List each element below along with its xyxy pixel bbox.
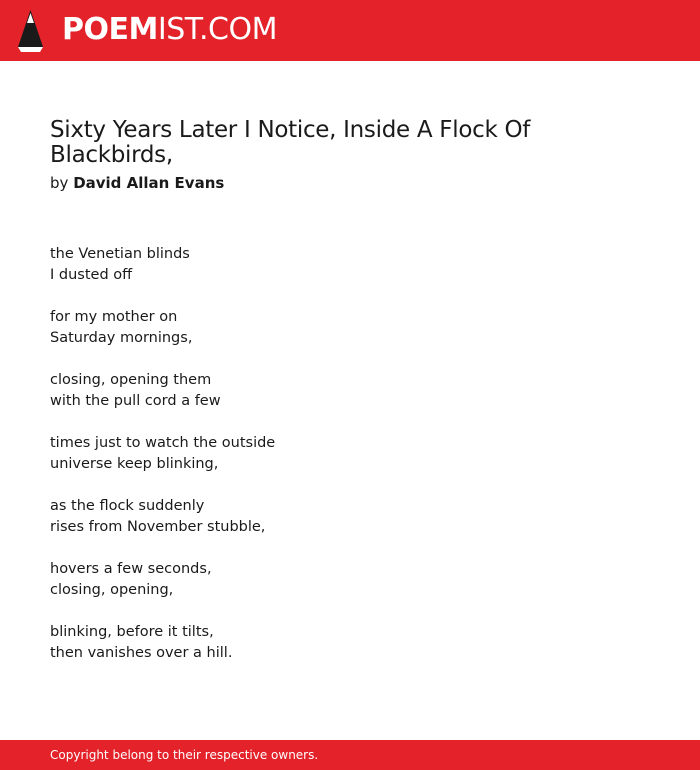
poem-line: closing, opening them [50,372,212,388]
author-name: David Allan Evans [73,174,225,192]
poem-line: closing, opening, [50,582,174,598]
stanza [50,433,650,475]
poem-line: Saturday mornings, [50,330,193,346]
stanza [50,559,650,601]
poem-line: then vanishes over a hill. [50,645,233,661]
poem-line: the Venetian blinds [50,246,190,262]
poem-line: hovers a few seconds, [50,561,212,577]
poem-title: Sixty Years Later I Notice, Inside A Flock Of Blackbirds, [50,117,531,168]
site-footer [0,740,700,770]
logo-light-text: IST.COM [157,12,277,47]
logo-bold-text: POEM [62,12,158,47]
stanza [50,244,650,286]
pencil-logo-icon[interactable] [17,9,44,52]
poem-line: as the flock suddenly [50,498,205,514]
site-header [0,0,700,61]
stanza [50,307,650,349]
stanza [50,622,650,664]
poem-line: I dusted off [50,267,133,283]
poem-line: times just to watch the outside [50,435,276,451]
site-logo[interactable] [62,12,277,48]
poem-line: blinking, before it tilts, [50,624,214,640]
poem-line: for my mother on [50,309,178,325]
by-label: by [50,174,69,192]
poem-line: rises from November stubble, [50,519,266,535]
poem-line: universe keep blinking, [50,456,219,472]
byline [50,173,224,194]
stanza [50,496,650,538]
stanza [50,370,650,412]
copyright-text: Copyright belong to their respective owners. [50,748,319,762]
poem-line: with the pull cord a few [50,393,221,409]
poem-body [50,244,650,685]
